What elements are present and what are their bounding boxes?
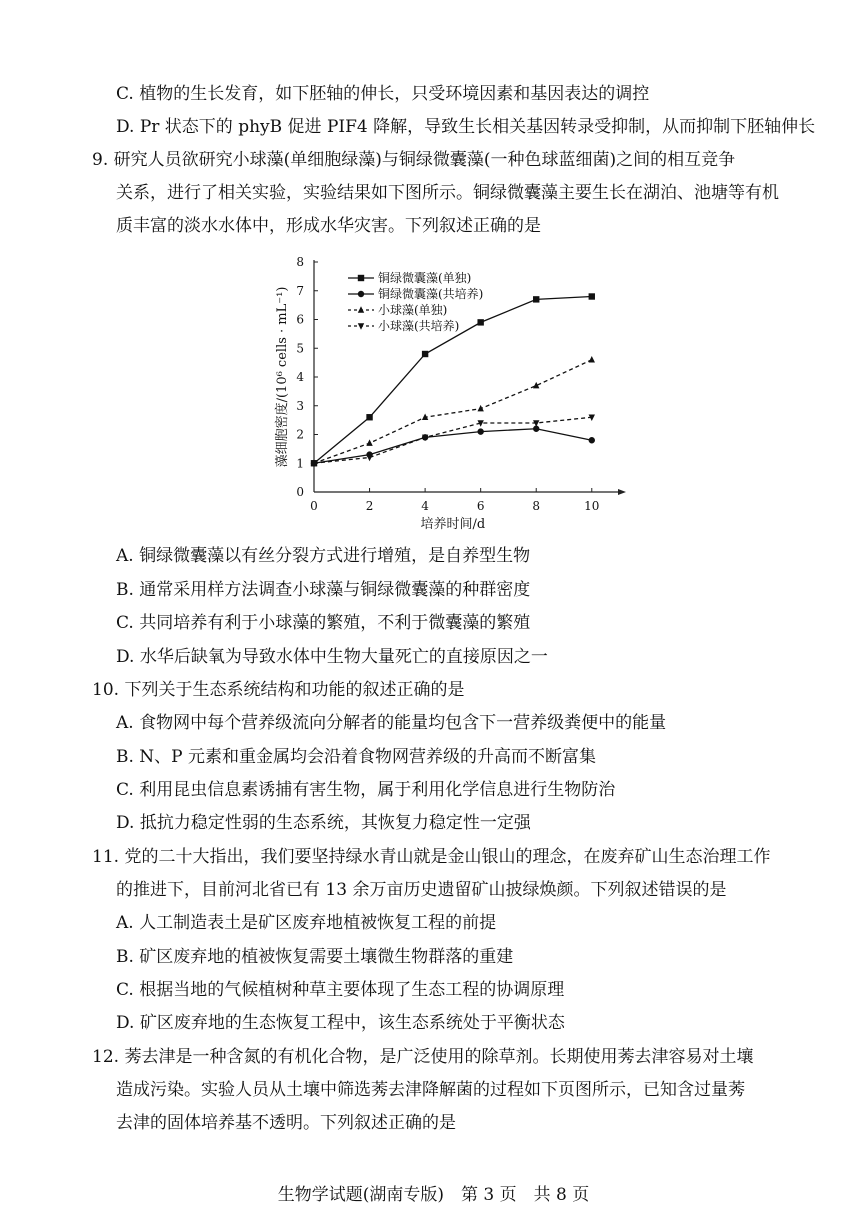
y-tick-label: 0 [296,485,304,499]
data-point [422,351,428,357]
y-axis-label: 藻细胞密度/(10⁶ cells · mL⁻¹) [275,286,290,468]
legend-label: 小球藻(单独) [378,303,448,317]
y-tick-label: 3 [296,398,304,413]
data-point [366,414,372,420]
x-tick-label: 4 [421,499,429,513]
data-point [589,293,595,299]
data-point [533,296,539,302]
y-tick-label: 1 [296,456,304,471]
q10-option-a: A. 食物网中每个营养级流向分解者的能量均包含下一营养级粪便中的能量 [116,713,667,733]
q11-option-b: B. 矿区废弃地的植被恢复需要土壤微生物群落的重建 [116,947,514,967]
q11-stem-line1: 11. 党的二十大指出，我们要坚持绿水青山就是金山银山的理念，在废弃矿山生态治理工作 [92,847,771,867]
data-point [366,455,372,461]
legend-label: 铜绿微囊藻(单独) [378,271,472,285]
q12-stem-line3: 去津的固体培养基不透明。下列叙述正确的是 [116,1113,456,1133]
y-tick-label: 7 [296,283,304,298]
y-tick-label: 5 [296,341,304,356]
legend-label: 铜绿微囊藻(共培养) [378,287,484,301]
q11-stem-line2: 的推进下，目前河北省已有 13 余万亩历史遗留矿山披绿焕颜。下列叙述错误的是 [116,880,727,900]
x-axis-label: 培养时间/d [420,517,486,532]
q11-option-a: A. 人工制造表土是矿区废弃地植被恢复工程的前提 [116,913,497,933]
q9-stem-line1: 9. 研究人员欲研究小球藻(单细胞绿藻)与铜绿微囊藻(一种色球蓝细菌)之间的相互竞争 [92,150,736,170]
q10-option-d: D. 抵抗力稳定性弱的生态系统，其恢复力稳定性一定强 [116,813,531,833]
legend-marker [358,323,364,329]
data-point [477,428,483,434]
q10-stem: 10. 下列关于生态系统结构和功能的叙述正确的是 [92,680,465,700]
series-line-1 [314,429,592,464]
q8-option-c: C. 植物的生长发育，如下胚轴的伸长，只受环境因素和基因表达的调控 [116,84,650,104]
data-point [589,356,595,362]
q9-option-a: A. 铜绿微囊藻以有丝分裂方式进行增殖，是自养型生物 [116,546,531,566]
q11-option-d: D. 矿区废弃地的生态恢复工程中，该生态系统处于平衡状态 [116,1013,565,1033]
q12-stem-line2: 造成污染。实验人员从土壤中筛选莠去津降解菌的过程如下页图所示，已知含过量莠 [116,1080,745,1100]
x-tick-label: 2 [365,499,374,513]
x-tick-label: 8 [532,499,541,513]
q9-stem-line2: 关系，进行了相关实验，实验结果如下图所示。铜绿微囊藻主要生长在湖泊、池塘等有机 [116,183,779,203]
data-point [589,437,595,443]
x-tick-label: 10 [584,499,600,513]
legend-marker [358,306,364,312]
q12-stem-line1: 12. 莠去津是一种含氮的有机化合物，是广泛使用的除草剂。长期使用莠去津容易对土壤 [92,1047,754,1067]
x-tick-label: 6 [476,499,485,513]
q11-option-c: C. 根据当地的气候植树种草主要体现了生态工程的协调原理 [116,980,565,1000]
series-line-2 [314,360,592,464]
q9-option-c: C. 共同培养有利于小球藻的繁殖，不利于微囊藻的繁殖 [116,613,531,633]
data-point [366,439,372,445]
legend-marker [358,291,364,297]
y-tick-label: 2 [296,427,304,442]
y-tick-label: 8 [296,255,304,269]
x-axis-arrow [618,489,626,495]
legend-label: 小球藻(共培养) [378,319,460,333]
y-tick-label: 6 [296,312,304,327]
q9-option-d: D. 水华后缺氧为导致水体中生物大量死亡的直接原因之一 [116,647,548,667]
algae-density-chart [270,248,630,538]
y-tick-label: 4 [296,370,304,384]
page-footer: 生物学试题(湖南专版) 第 3 页 共 8 页 [277,1185,590,1205]
q10-option-c: C. 利用昆虫信息素诱捕有害生物，属于利用化学信息进行生物防治 [116,780,616,800]
q9-stem-line3: 质丰富的淡水水体中，形成水华灾害。下列叙述正确的是 [116,216,541,236]
data-point [477,319,483,325]
legend-marker [358,275,364,281]
q9-option-b: B. 通常采用样方法调查小球藻与铜绿微囊藻的种群密度 [116,580,531,600]
q10-option-b: B. N、P 元素和重金属均会沿着食物网营养级的升高而不断富集 [116,747,597,767]
q8-option-d: D. Pr 状态下的 phyB 促进 PIF4 降解，导致生长相关基因转录受抑制，从而抑制下胚轴伸长 [116,117,816,137]
x-tick-label: 0 [310,499,318,513]
